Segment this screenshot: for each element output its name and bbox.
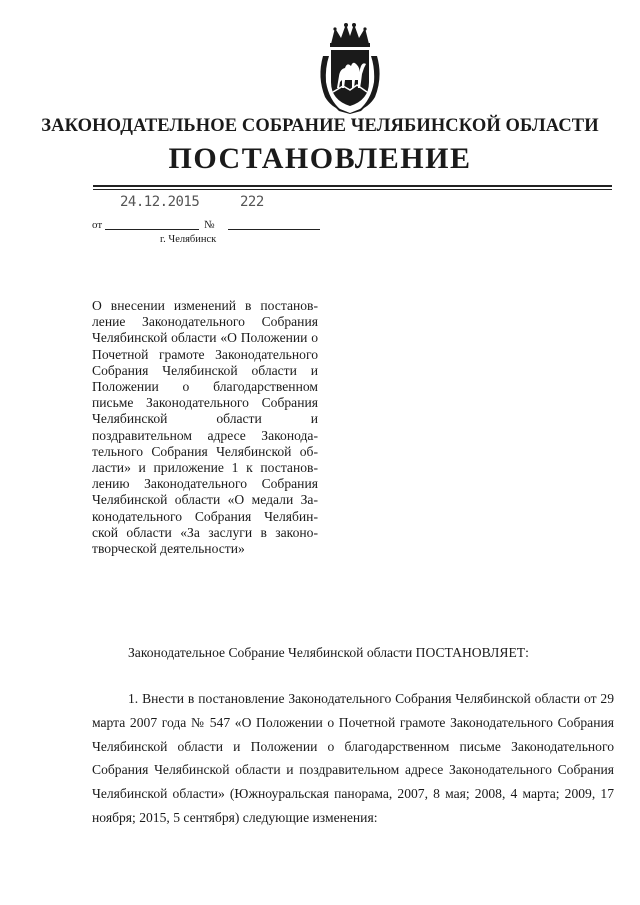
header-rule (93, 185, 612, 187)
date-underline (105, 229, 199, 230)
preamble: Законодательное Собрание Челябинской области ПОСТАНОВЛЯЕТ: (128, 645, 529, 660)
date-label: от (92, 219, 103, 231)
document-subject: О внесении изменений в постановление Законодательного Собрания Челябинской области «О Положении о Почетной грамоте Законодательного Собрания Челябинской области и Положении о благодарственном письме Законодательного Собрания Челябинской области и поздравительном адресе Законодательного Собрания Челябинской области» и приложение 1 к постановлению Законодательного Собрания Челябинской области «О медали Законодательного Собрания Челябинской области «За заслуги в законотворческой деятельности» (92, 298, 318, 557)
organization-title: ЗАКОНОДАТЕЛЬНОЕ СОБРАНИЕ ЧЕЛЯБИНСКОЙ ОБЛАСТИ (41, 116, 599, 136)
header-rule-thin (93, 189, 612, 190)
document-type-title: ПОСТАНОВЛЕНИЕ (168, 142, 472, 175)
document-date: 24.12.2015 (120, 194, 200, 210)
document-number: 222 (240, 194, 264, 210)
paragraph-1: 1. Внести в постановление Законодательного Собрания Челябинской области от 29 марта 2007 года № 547 «О Положении о Почетной грамоте Законодательного Собрания Челябинской области и Положении о благодарственном письме Законодательного Собрания Челябинской области и поздравительном адресе Законодательного Собрания Челябинской области» (Южноуральская панорама, 2007, 8 мая; 2008, 4 марта; 2009, 17 ноября; 2015, 5 сентября) следующие изменения: (92, 691, 614, 825)
city-label: г. Челябинск (160, 234, 217, 245)
chelyabinsk-coat-of-arms-icon (317, 22, 383, 114)
number-underline (228, 229, 320, 230)
number-label: № (204, 219, 215, 231)
